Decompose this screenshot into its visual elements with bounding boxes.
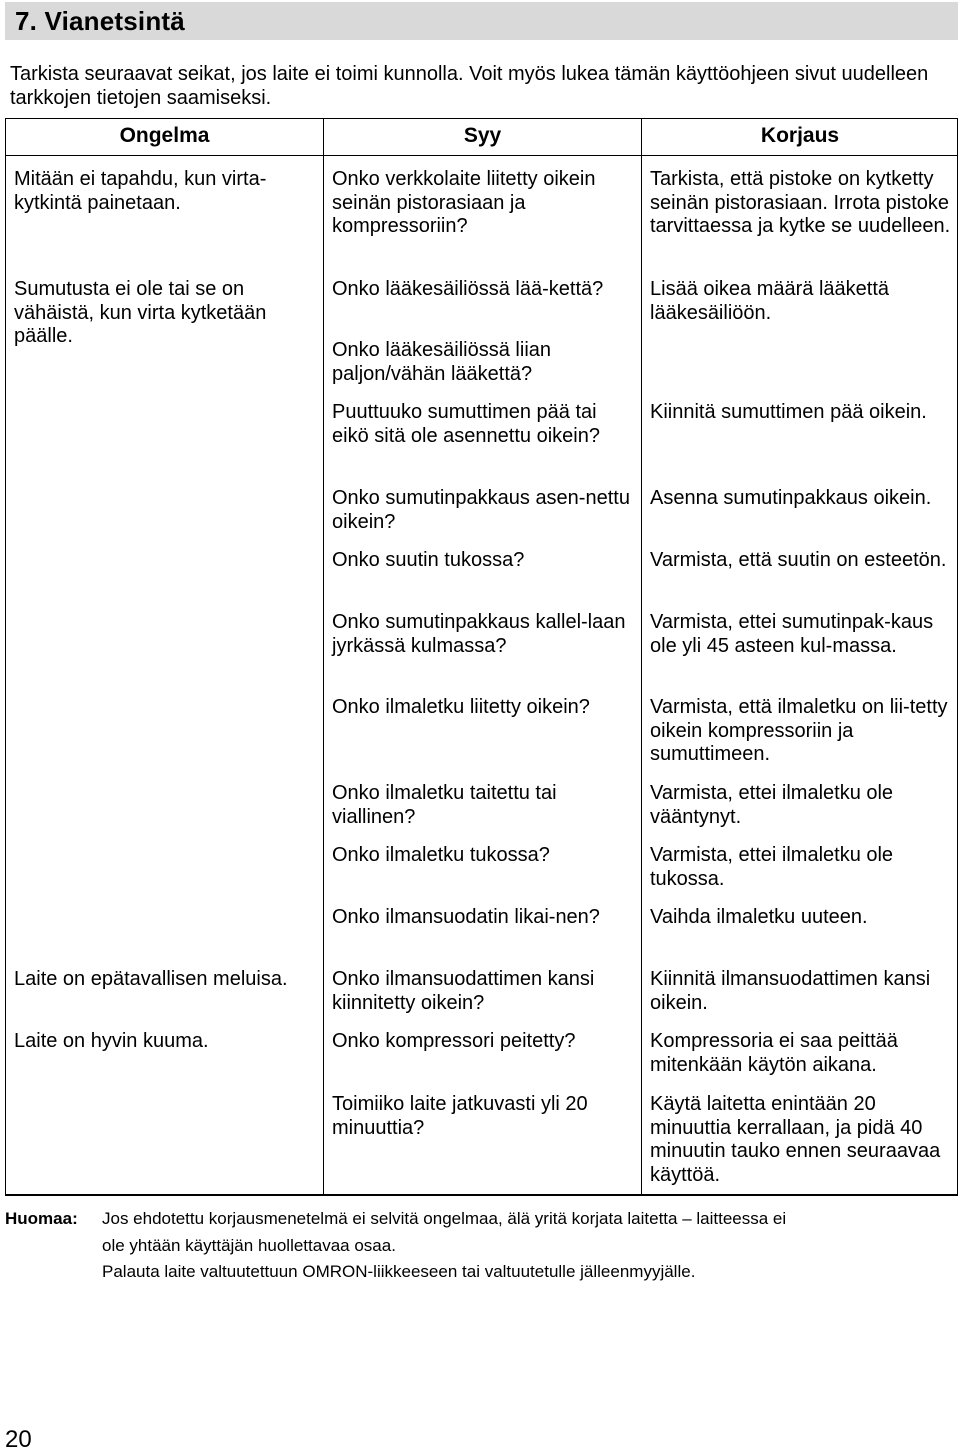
note-line: Palauta laite valtuutettuun OMRON-liikkeeseen tai valtuutetulle jälleenmyyjälle. (102, 1262, 696, 1281)
fix-cell: Kompressoria ei saa peittää mitenkään käytön aikana. (650, 1030, 898, 1076)
fix-cell: Varmista, ettei sumutinpak-kaus ole yli 45 asteen kul-massa. (650, 611, 934, 657)
cause-cell: Onko ilmaletku tukossa? (332, 844, 550, 866)
note-line: Jos ehdotettu korjausmenetelmä ei selvitä ongelmaa, älä yritä korjata laitetta – laitteessa ei (102, 1209, 787, 1228)
section-heading-bar (5, 2, 958, 40)
fix-cell: Lisää oikea määrä lääkettä lääkesäiliöön. (650, 278, 890, 324)
problem-cell: Laite on epätavallisen meluisa. (14, 968, 288, 990)
fix-cell: Kiinnitä sumuttimen pää oikein. (650, 401, 927, 423)
troubleshooting-table (5, 118, 958, 1196)
cause-cell: Onko ilmaletku taitettu tai viallinen? (332, 782, 557, 828)
cause-cell: Puuttuuko sumuttimen pää tai eikö sitä ole asennettu oikein? (332, 401, 600, 447)
cause-cell: Onko ilmansuodatin likai-nen? (332, 906, 600, 928)
cause-cell: Onko lääkesäiliössä liian paljon/vähän lääkettä? (332, 339, 552, 385)
column-header-cause: Syy (463, 124, 502, 147)
cause-cell: Onko sumutinpakkaus kallel-laan jyrkässä kulmassa? (332, 611, 626, 657)
fix-cell: Varmista, ettei ilmaletku ole vääntynyt. (650, 782, 894, 828)
section-heading: 7. Vianetsintä (15, 6, 185, 36)
note-label: Huomaa: (5, 1209, 78, 1228)
fix-cell: Varmista, että ilmaletku on lii-tetty oikein kompressoriin ja sumuttimeen. (650, 696, 948, 765)
cause-cell: Onko sumutinpakkaus asen-nettu oikein? (332, 487, 630, 533)
fix-cell: Kiinnitä ilmansuodattimen kansi oikein. (650, 968, 931, 1014)
column-header-problem: Ongelma (119, 124, 210, 147)
problem-cell: Sumutusta ei ole tai se on vähäistä, kun virta kytketään päälle. (14, 278, 267, 347)
fix-cell: Asenna sumutinpakkaus oikein. (650, 487, 932, 509)
cause-cell: Onko ilmansuodattimen kansi kiinnitetty oikein? (332, 968, 595, 1014)
fix-cell: Tarkista, että pistoke on kytketty seinän pistorasiaan. Irrota pistoke tarvittaessa ja kytke se uudelleen. (650, 168, 951, 237)
cause-cell: Toimiiko laite jatkuvasti yli 20 minuuttia? (332, 1093, 588, 1139)
problem-cell: Mitään ei tapahdu, kun virta-kytkintä painetaan. (14, 168, 267, 214)
column-divider (641, 119, 642, 1194)
problem-cell: Laite on hyvin kuuma. (14, 1030, 209, 1052)
cause-cell: Onko suutin tukossa? (332, 549, 525, 571)
fix-cell: Vaihda ilmaletku uuteen. (650, 906, 868, 928)
fix-cell: Varmista, ettei ilmaletku ole tukossa. (650, 844, 894, 890)
page-number: 20 (5, 1426, 32, 1453)
column-header-fix: Korjaus (760, 124, 840, 147)
column-divider (323, 119, 324, 1194)
cause-cell: Onko lääkesäiliössä lää-kettä? (332, 278, 604, 300)
fix-cell: Varmista, että suutin on esteetön. (650, 549, 947, 571)
intro-paragraph: Tarkista seuraavat seikat, jos laite ei toimi kunnolla. Voit myös lukea tämän käyttöohjeen sivut uudelleen tarkkojen tietojen saamiseksi. (10, 63, 929, 109)
cause-cell: Onko verkkolaite liitetty oikein seinän pistorasiaan ja kompressoriin? (332, 168, 596, 237)
cause-cell: Onko ilmaletku liitetty oikein? (332, 696, 590, 718)
header-divider (6, 155, 957, 156)
cause-cell: Onko kompressori peitetty? (332, 1030, 576, 1052)
fix-cell: Käytä laitetta enintään 20 minuuttia kerrallaan, ja pidä 40 minuutin tauko ennen seuraavaa käyttöä. (650, 1093, 941, 1186)
note-line: ole yhtään käyttäjän huollettavaa osaa. (102, 1236, 396, 1255)
